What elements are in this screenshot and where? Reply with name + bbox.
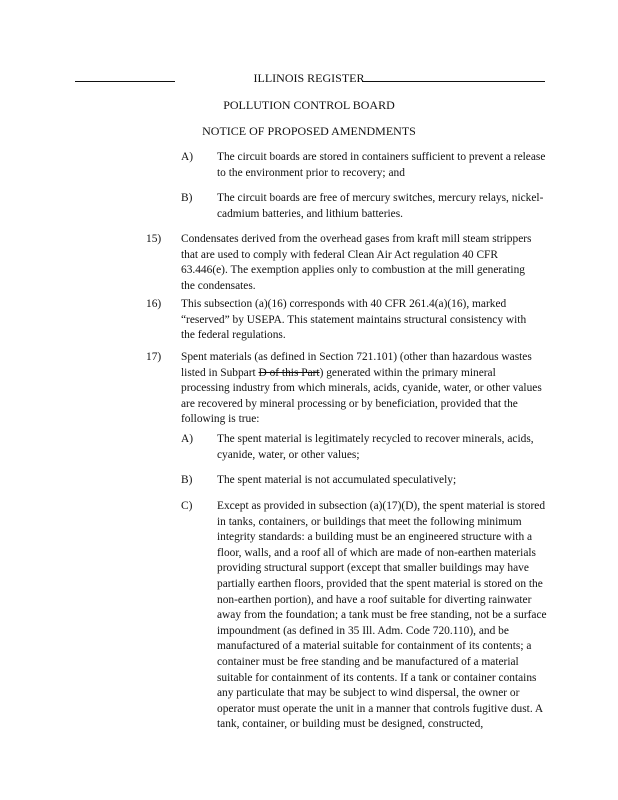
notice-title: NOTICE OF PROPOSED AMENDMENTS	[202, 124, 416, 138]
para-17-text-after: ) generated within the primary mineral processing industry from which minerals, acids, cyanide, water, or other values are recovered by mineral processing or by beneficiation, provided that the following is true:	[181, 366, 542, 426]
para-15-label: 15)	[146, 233, 162, 245]
board-title: POLLUTION CONTROL BOARD	[223, 98, 395, 112]
para-17b-label: B)	[181, 474, 193, 486]
para-17c-label: C)	[181, 500, 193, 512]
para-17-struck-text: D of this Part	[258, 366, 320, 379]
para-16-text: This subsection (a)(16) corresponds with 40 CFR 261.4(a)(16), marked “reserved” by USEPA. This statement maintains structural consistency with the federal regulations.	[181, 298, 527, 342]
para-17-text	[181, 350, 547, 428]
para-17c-text: Except as provided in subsection (a)(17)(D), the spent material is stored in tanks, containers, or buildings that meet the following minimum integrity standards: a building must be an engineered structure with a floor, walls, and a roof all of which are made of non-earthen materials providing structural support (except that smaller buildings may have partially earthen floors, provided that the spent material is stored on the non-earthen portion), and have a roof suitable for diverting rainwater away from the foundation; a tank must be free standing, not be a surface impoundment (as defined in 35 Ill. Adm. Code 720.110), and be manufactured of a material suitable for containment of its contents; a container must be free standing and be manufactured of a material suitable for containment of its contents. If a tank or container contains any particulate that may be subject to wind dispersal, the owner or operator must operate the unit in a manner that controls fugitive dust. A tank, container, or building must be designed, constructed,	[217, 500, 547, 731]
item-b-label: B)	[181, 192, 193, 204]
item-b-text: The circuit boards are free of mercury switches, mercury relays, nickel-cadmium batteries, and lithium batteries.	[217, 192, 544, 220]
para-17-label: 17)	[146, 351, 162, 363]
item-a-text: The circuit boards are stored in containers sufficient to prevent a release to the environment prior to recovery; and	[217, 151, 546, 179]
register-title: ILLINOIS REGISTER	[253, 71, 365, 85]
para-17a-label: A)	[181, 433, 194, 445]
para-17-text-before: Spent materials (as defined in Section 721.101) (other than hazardous wastes listed in Subpart	[181, 351, 532, 379]
para-17a-text: The spent material is legitimately recycled to recover minerals, acids, cyanide, water, or other values;	[217, 433, 534, 461]
para-17b-text: The spent material is not accumulated speculatively;	[217, 474, 457, 486]
para-15-text: Condensates derived from the overhead gases from kraft mill steam strippers that are used to comply with federal Clean Air Act regulation 40 CFR 63.446(e). The exemption applies only to combustion at the mill generating the condensates.	[181, 233, 532, 292]
para-16-label: 16)	[146, 298, 162, 310]
item-a-label: A)	[181, 151, 194, 163]
